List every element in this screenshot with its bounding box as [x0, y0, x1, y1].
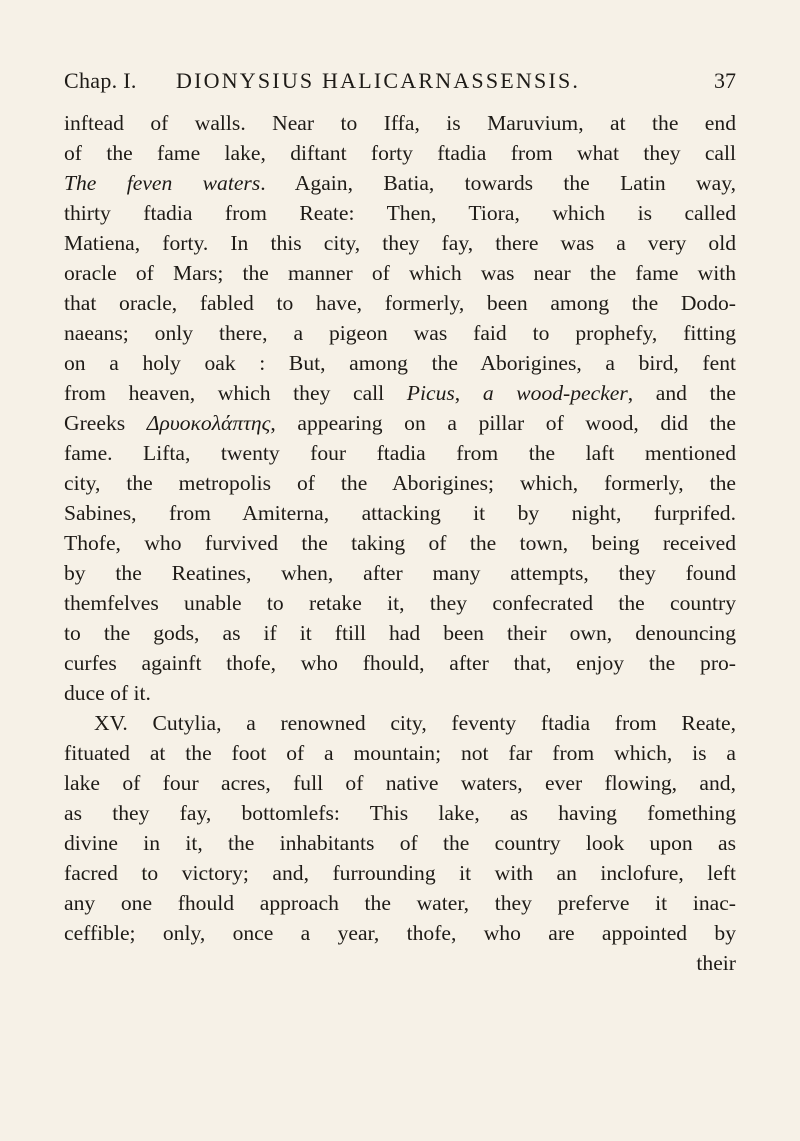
text-line: by the Reatines, when, after many attempts, they found	[64, 561, 736, 585]
text-segment: , and the	[627, 381, 736, 405]
text-line: as they fay, bottomlefs: This lake, as having fomething	[64, 801, 736, 825]
text-line	[64, 408, 736, 438]
text-line: thirty ftadia from Reate: Then, Tiora, which is called	[64, 201, 736, 225]
text-line: of the fame lake, diftant forty ftadia from what they call	[64, 141, 736, 165]
text-line: Matiena, forty. In this city, they fay, there was a very old	[64, 231, 736, 255]
text-line	[64, 378, 736, 408]
body-text	[64, 108, 736, 978]
text-line: XV. Cutylia, a renowned city, feventy ftadia from Reate,	[94, 711, 736, 735]
text-line: fame. Lifta, twenty four ftadia from the laft mentioned	[64, 441, 736, 465]
text-line: city, the metropolis of the Aborigines; which, formerly, the	[64, 471, 736, 495]
italic-phrase: Picus	[406, 381, 455, 405]
text-line	[64, 168, 736, 198]
text-segment: . Again, Batia, towards the Latin way,	[260, 171, 737, 195]
text-line: curfes againft thofe, who fhould, after that, enjoy the pro-	[64, 651, 736, 675]
italic-phrase: Δρυοκολάπτης	[146, 411, 271, 435]
text-line: naeans; only there, a pigeon was faid to prophefy, fitting	[64, 321, 736, 345]
text-line: duce of it.	[64, 681, 151, 705]
text-segment: from heaven, which they call	[64, 381, 407, 405]
text-segment: ,	[454, 381, 483, 405]
text-line: that oracle, fabled to have, formerly, been among the Dodo-	[64, 291, 736, 315]
text-line: on a holy oak : But, among the Aborigines, a bird, fent	[64, 351, 736, 375]
running-title: DIONYSIUS HALICARNASSENSIS.	[176, 68, 581, 93]
text-line: ceffible; only, once a year, thofe, who are appointed by	[64, 921, 736, 945]
text-line: Thofe, who furvived the taking of the town, being received	[64, 531, 736, 555]
text-segment: , appearing on a pillar of wood, did the	[270, 411, 736, 435]
text-line: divine in it, the inhabitants of the country look upon as	[64, 831, 736, 855]
text-line: inftead of walls. Near to Iffa, is Maruvium, at the end	[64, 111, 736, 135]
text-line: lake of four acres, full of native waters, ever flowing, and,	[64, 771, 736, 795]
text-line: Sabines, from Amiterna, attacking it by night, furprifed.	[64, 501, 736, 525]
running-head	[64, 68, 736, 102]
text-line: oracle of Mars; the manner of which was near the fame with	[64, 261, 736, 285]
text-segment: Greeks	[64, 411, 147, 435]
italic-phrase: a wood-pecker	[482, 381, 628, 405]
catchword: their	[696, 951, 736, 975]
text-line: any one fhould approach the water, they preferve it inac-	[64, 891, 736, 915]
text-line: to the gods, as if it ftill had been their own, denouncing	[64, 621, 736, 645]
italic-phrase: The feven waters	[64, 171, 261, 195]
chapter-label: Chap. I.	[64, 68, 137, 93]
text-line: facred to victory; and, furrounding it with an inclofure, left	[64, 861, 736, 885]
page-number: 37	[714, 68, 736, 93]
text-line: themfelves unable to retake it, they confecrated the country	[64, 591, 736, 615]
text-line: fituated at the foot of a mountain; not far from which, is a	[64, 741, 736, 765]
